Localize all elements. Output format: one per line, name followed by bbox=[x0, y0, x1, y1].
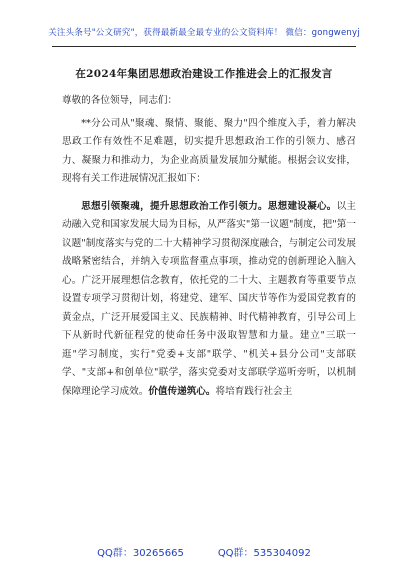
document-title: 在2024年集团思想政治建设工作推进会上的汇报发言 bbox=[75, 68, 333, 80]
salutation: 尊敬的各位领导，同志们： bbox=[62, 95, 178, 106]
footer bbox=[0, 544, 408, 559]
document-body bbox=[62, 92, 356, 401]
section-paragraph bbox=[62, 198, 356, 402]
header-divider bbox=[52, 46, 356, 47]
section-tail: 将培育践行社会主 bbox=[215, 385, 293, 397]
header-note: 关注头条号"公文研究"，获得最新最全最专业的公文资料库！ 微信：gongwenyj bbox=[48, 28, 360, 38]
paragraph-gap bbox=[62, 189, 356, 198]
section-subheading: 思想建设凝心。 bbox=[267, 200, 337, 212]
section-heading: 思想引领聚魂，提升思想政治工作引领力。 bbox=[81, 200, 268, 212]
footer-qq-2: QQ群：535304092 bbox=[217, 548, 311, 559]
intro-paragraph: **分公司从"聚魂、聚情、聚能、聚力"四个维度入手，着力解决思政工作有效性不足难题，切实提升思想政治工作的引领力、感召力、凝聚力和推动力，为企业高质量发展加分赋能。根据会议安排，现将有关工作进展情况汇报如下： bbox=[62, 117, 356, 184]
section-text: 以主动融入党和国家发展大局为目标，从严落实"第一议题"制度，把"第一议题"制度落实与党的二十大精神学习贯彻深度融合，与制定公司发展战略紧密结合，并纳入专项监督重点事项，推动党的创新理论入脑入心。广泛开展理想信念教育，依托党的二十大、主题教育等重要节点设置专项学习贯彻计划，将建党、建军、国庆节等作为爱国党教育的黄金点，广泛开展爱国主义、民族精神、时代精神教育，引导公司上下从新时代新征程党的使命任务中汲取智慧和力量。建立"三联一逛"学习制度，实行"党委+支部"联学、"机关+县分公司"支部联学、"支部+和创单位"联学，落实党委对支部联学巡听旁听，以机制保障理论学习成效。 bbox=[62, 200, 357, 397]
footer-qq-1: QQ群：30265665 bbox=[97, 548, 184, 559]
section-subheading-2: 价值传递筑心。 bbox=[148, 385, 216, 397]
